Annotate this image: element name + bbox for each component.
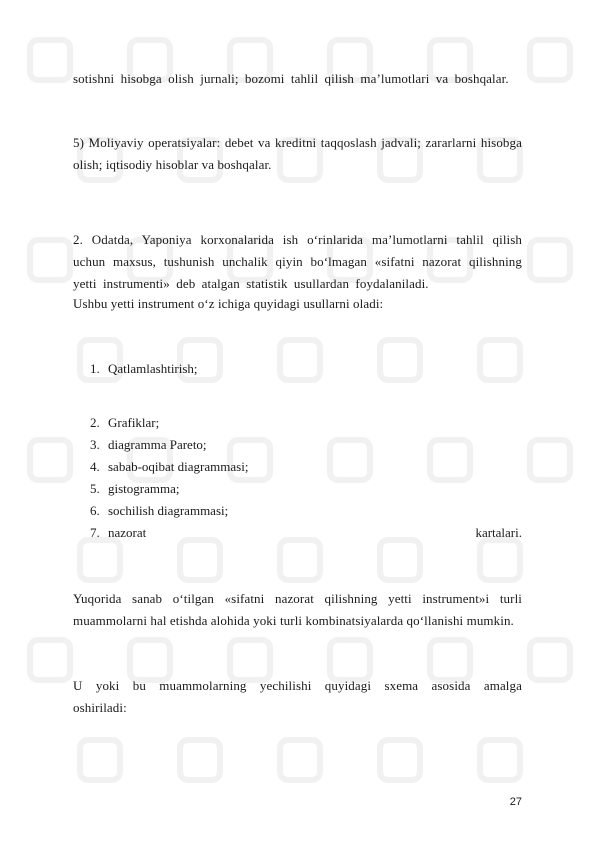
- list-item-number: 4.: [90, 459, 100, 474]
- list-item-number: 6.: [90, 503, 100, 518]
- list-item: [90, 435, 522, 455]
- list-item-number: 2.: [90, 415, 100, 430]
- list-item: [90, 479, 522, 499]
- list-item: [90, 413, 522, 433]
- paragraph-financial-operations: 5) Moliyaviy operatsiyalar: debet va kreditni taqqoslash jadvali; zararlarni hisobga olish; iqtisodiy hisoblar va boshqalar.: [73, 135, 522, 172]
- list-item-number: 5.: [90, 481, 100, 496]
- paragraph-japanese-enterprises: 2. Odatda, Yaponiya korxonalarida ish o‘rinlarida ma’lumotlarni tahlil qilish uchun maxsus, tushunish unchalik qiyin bo‘lmagan «sifatni nazorat qilishning yetti instrumenti» deb atalgan statistik usullardan foydalaniladi.: [73, 232, 522, 291]
- list-item-text: diagramma Pareto;: [108, 437, 207, 452]
- list-item-text-right: kartalari.: [475, 525, 522, 540]
- list-item-last: [90, 523, 522, 543]
- paragraph-intro-continuation: sotishni hisobga olish jurnali; bozomi tahlil qilish ma’lumotlari va boshqalar.: [73, 71, 509, 86]
- list-item: [90, 457, 522, 477]
- list-item-text-left: nazorat: [108, 525, 147, 540]
- paragraph-instruments-usage: Yuqorida sanab o‘tilgan «sifatni nazorat qilishning yetti instrument»i turli muammolarni hal etishda alohida yoki turli kombinatsiyalarda qo‘llanishi mumkin.: [73, 591, 522, 628]
- paragraph-list-intro: Ushbu yetti instrument o‘z ichiga quyidagi usullarni oladi:: [73, 296, 384, 311]
- list-item-text: sochilish diagrammasi;: [108, 503, 229, 518]
- list-item-text: sabab-oqibat diagrammasi;: [108, 459, 249, 474]
- list-item: [90, 359, 522, 379]
- list-item-number: 3.: [90, 437, 100, 452]
- page-number: 27: [509, 796, 522, 808]
- list-item-text: [108, 523, 522, 543]
- list-item-text: Grafiklar;: [108, 415, 160, 430]
- list-item-text: Qatlamlashtirish;: [108, 361, 198, 376]
- list-item-number: 1.: [90, 361, 100, 376]
- list-item-number: 7.: [90, 525, 100, 540]
- paragraph-scheme-intro: U yoki bu muammolarning yechilishi quyidagi sxema asosida amalga oshiriladi:: [73, 678, 522, 715]
- list-item-text: gistogramma;: [108, 481, 180, 496]
- list-item: [90, 501, 522, 521]
